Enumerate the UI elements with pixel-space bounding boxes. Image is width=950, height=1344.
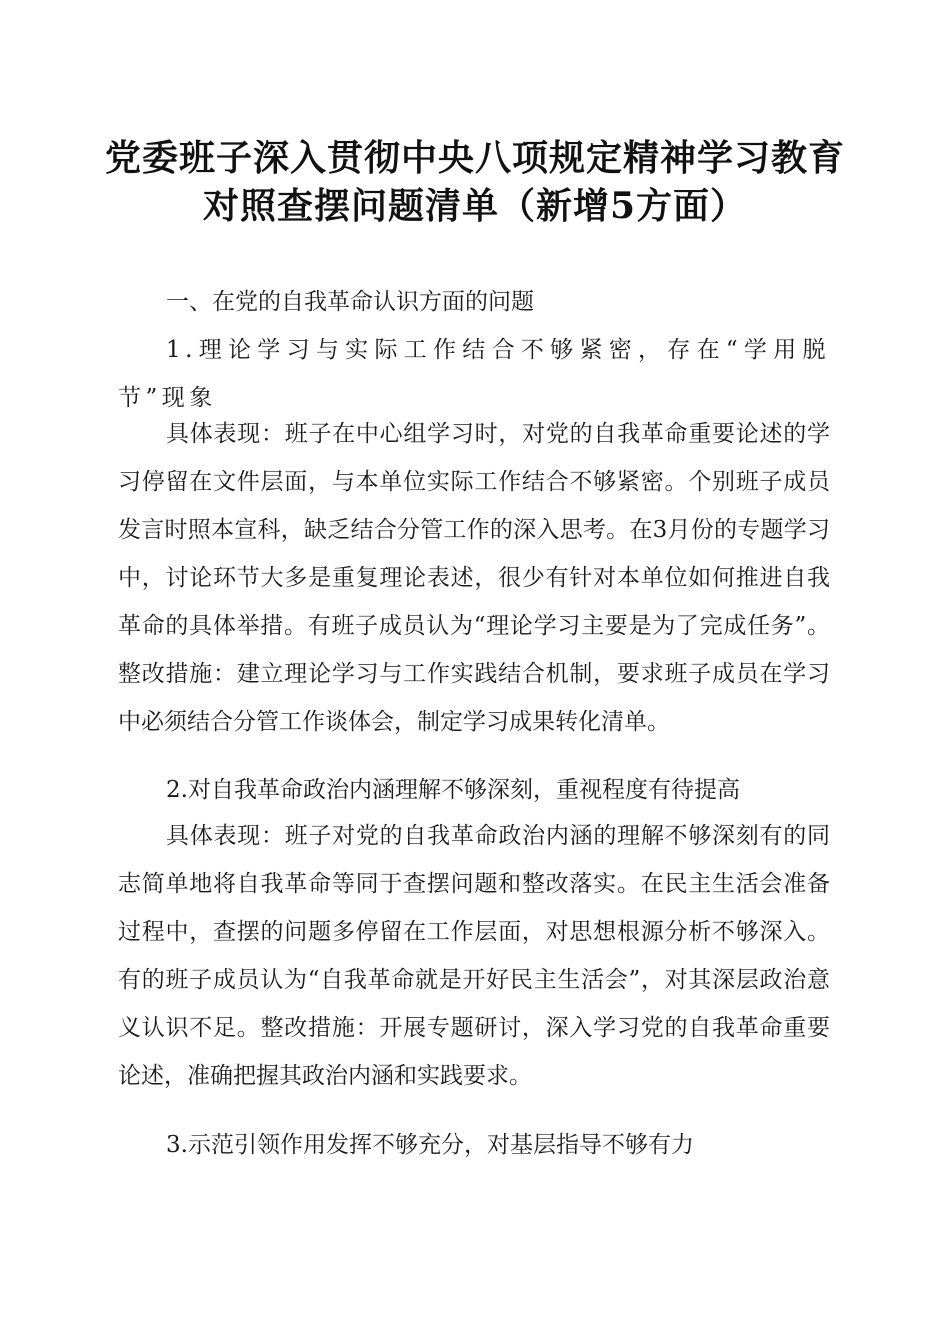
item3-heading: 3.示范引领作用发挥不够充分，对基层指导不够有力 — [166, 1132, 694, 1158]
item2-body: 具体表现：班子对党的自我革命政治内涵的理解不够深刻有的同志简单地将自我革命等同于查摆问题和整改落实。在民主生活会准备过程中，查摆的问题多停留在工作层面，对思想根源分析不够深入。有的班子成员认为“自我革命就是开好民主生活会”，对其深层政治意义认识不足。整改措施：开展专题研讨，深入学习党的自我革命重要论述，准确把握其政治内涵和实践要求。 — [118, 823, 830, 1089]
item1-body: 具体表现：班子在中心组学习时，对党的自我革命重要论述的学习停留在文件层面，与本单位实际工作结合不够紧密。个别班子成员发言时照本宣科，缺乏结合分管工作的深入思考。在3月份的专题学习中，讨论环节大多是重复理论表述，很少有针对本单位如何推进自我革命的具体举措。有班子成员认为“理论学习主要是为了完成任务”。整改措施：建立理论学习与工作实践结合机制，要求班子成员在学习中必须结合分管工作谈体会，制定学习成果转化清单。 — [118, 421, 830, 735]
item1-heading: 1.理论学习与实际工作结合不够紧密，存在“学用脱节”现象 — [118, 337, 830, 411]
document-title-line1: 党委班子深入贯彻中央八项规定精神学习教育 — [104, 137, 845, 179]
item2-heading: 2.对自我革命政治内涵理解不够深刻，重视程度有待提高 — [166, 777, 740, 803]
document-title-line2: 对照查摆问题清单（新增5方面） — [202, 185, 748, 227]
section1-heading: 一、在党的自我革命认识方面的问题 — [166, 289, 534, 315]
